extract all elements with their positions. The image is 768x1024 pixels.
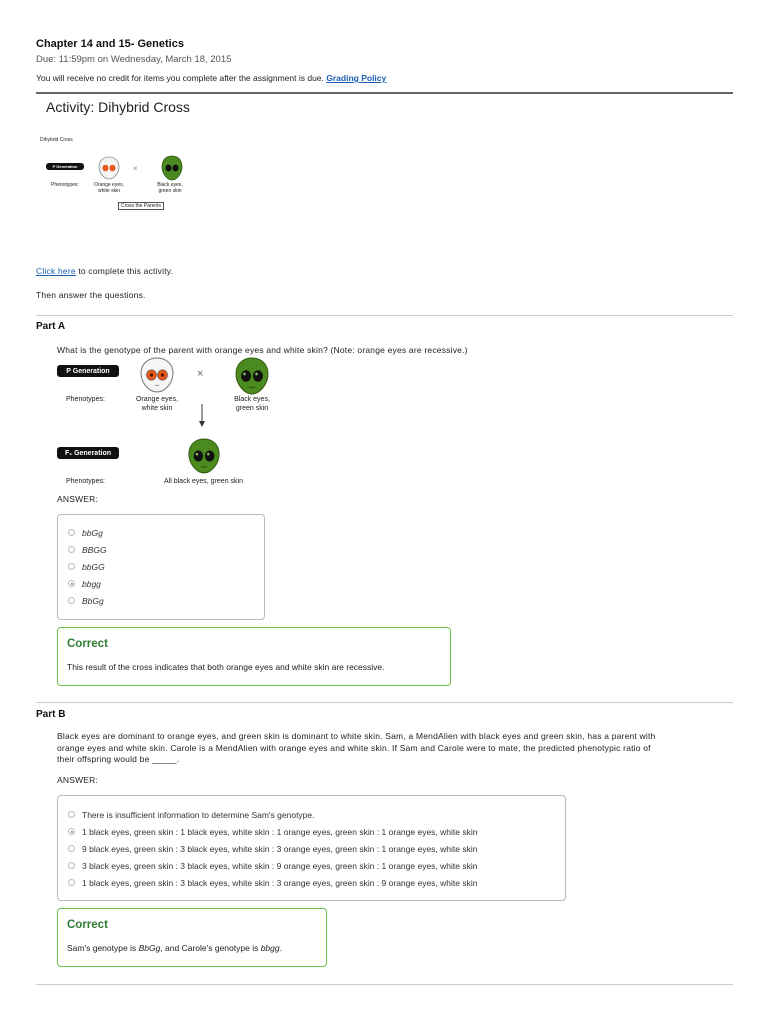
part-a-option[interactable] (68, 524, 107, 541)
radio-button[interactable] (68, 563, 75, 570)
part-b-answer-box (57, 795, 566, 901)
part-a-feedback-text: This result of the cross indicates that both orange eyes and white skin are recessive. (67, 662, 385, 672)
part-b-option-label: 1 black eyes, green skin : 3 black eyes, white skin : 3 orange eyes, green skin : 9 orange eyes, white skin (82, 877, 478, 888)
thumb-white-alien-icon (98, 156, 120, 180)
f1-generation-badge (57, 447, 119, 459)
click-here-line (36, 266, 173, 276)
thumb-phenotypes: Phenotypes: (51, 182, 79, 188)
part-b-option[interactable] (68, 840, 477, 857)
sam-genotype: BbGg (138, 943, 161, 953)
green-alien-caption (224, 395, 280, 413)
part-b-option-label: 1 black eyes, green skin : 1 black eyes, white skin : 1 orange eyes, green skin : 1 orange eyes, white skin (82, 826, 478, 837)
part-b-option[interactable] (68, 823, 477, 840)
part-b-heading: Part B (36, 709, 66, 720)
part-b-answer-label: ANSWER: (57, 775, 99, 785)
phenotypes-label-1: Phenotypes: (66, 396, 105, 403)
credit-text: You will receive no credit for items you complete after the assignment is due. (36, 73, 324, 83)
thumb-pgen-badge (46, 163, 84, 170)
part-b-question-line-1: Black eyes are dominant to orange eyes, and green skin is dominant to white skin. Sam, a MendAlien with black eyes and green skin, has a parent with (57, 731, 656, 741)
feedback-pre: Sam's genotype is (67, 943, 139, 953)
part-a-option[interactable] (68, 592, 107, 609)
radio-button[interactable] (68, 845, 75, 852)
part-a-option-label: bbGG (82, 561, 105, 572)
feedback-post: . (279, 943, 282, 953)
thumb-pgen-label: P Generation (52, 164, 78, 169)
part-a-figure (56, 356, 286, 491)
credit-notice (36, 73, 386, 83)
f1-generation-label: F₁ Generation (64, 449, 112, 457)
part-b-option[interactable] (68, 874, 477, 891)
part-a-option[interactable] (68, 575, 107, 592)
down-arrow-icon (197, 404, 207, 428)
part-a-answer-box (57, 514, 265, 620)
radio-button[interactable] (68, 879, 75, 886)
part-a-answer-label: ANSWER: (57, 494, 99, 504)
click-here-link[interactable]: Click here (36, 266, 76, 276)
part-b-option-label: 3 black eyes, green skin : 3 black eyes, white skin : 9 orange eyes, green skin : 1 orange eyes, white skin (82, 860, 478, 871)
part-a-option[interactable] (68, 558, 107, 575)
part-b-divider (36, 702, 733, 703)
f1-caption: All black eyes, green skin (164, 478, 243, 485)
radio-button[interactable] (68, 597, 75, 604)
due-date: Due: 11:59pm on Wednesday, March 18, 2015 (36, 54, 232, 65)
part-b-option-label: There is insufficient information to determine Sam's genotype. (82, 809, 315, 820)
thumb-right-cap: Black eyes, green skin (157, 182, 183, 194)
then-answer-text: Then answer the questions. (36, 290, 146, 300)
p-generation-label: P Generation (66, 367, 110, 375)
part-b-option[interactable] (68, 857, 477, 874)
white-alien-caption-2: white skin (141, 405, 173, 412)
feedback-mid: , and Carole's genotype is (160, 943, 261, 953)
activity-title: Activity: Dihybrid Cross (46, 99, 190, 115)
cross-symbol: × (197, 368, 204, 380)
green-alien-icon (234, 356, 270, 396)
header-divider (36, 92, 733, 94)
click-here-text: to complete this activity. (75, 266, 174, 276)
part-a-feedback-title: Correct (67, 638, 108, 650)
f1-green-alien-icon (187, 437, 221, 475)
thumb-left-cap: Orange eyes, white skin (93, 182, 125, 194)
white-alien-caption-1: Orange eyes, (135, 396, 179, 403)
part-a-options (68, 524, 107, 609)
white-alien-caption (129, 395, 185, 413)
part-b-question (57, 731, 737, 766)
part-a-option-label: bbgg (82, 578, 101, 589)
bottom-divider (36, 984, 733, 985)
white-alien-icon (139, 356, 175, 394)
thumb-cross-button[interactable]: Cross the Parents (118, 202, 164, 210)
green-alien-caption-1: Black eyes, (234, 396, 270, 403)
part-b-question-line-2: orange eyes and white skin. Carole is a MendAlien with orange eyes and white skin. If Sam and Carole were to mate, the predicted phenotypic ratio of (57, 742, 651, 753)
thumb-label: Dihybrid Cross (40, 137, 73, 143)
radio-button[interactable] (68, 529, 75, 536)
part-a-option-label: BBGG (82, 544, 107, 555)
part-a-option[interactable] (68, 541, 107, 558)
part-a-feedback (57, 627, 451, 686)
radio-button[interactable] (68, 546, 75, 553)
part-b-feedback-title: Correct (67, 919, 108, 931)
phenotypes-label-2: Phenotypes: (66, 478, 105, 485)
green-alien-caption-2: green skin (235, 405, 269, 412)
radio-button[interactable] (68, 862, 75, 869)
radio-button[interactable] (68, 580, 75, 587)
p-generation-badge (57, 365, 119, 377)
carole-genotype: bbgg (260, 943, 280, 953)
part-b-option[interactable] (68, 806, 477, 823)
thumb-cross: × (133, 164, 138, 173)
part-b-feedback (57, 908, 327, 967)
part-b-option-label: 9 black eyes, green skin : 3 black eyes, white skin : 3 orange eyes, green skin : 1 orange eyes, white skin (82, 843, 478, 854)
part-b-question-line-3: their offspring would be _____. (57, 754, 180, 764)
thumb-green-alien-icon (161, 155, 183, 181)
part-a-option-label: BbGg (82, 595, 104, 606)
part-a-question: What is the genotype of the parent with orange eyes and white skin? (Note: orange eyes are recessive.) (57, 345, 468, 355)
radio-button[interactable] (68, 811, 75, 818)
part-a-heading: Part A (36, 321, 66, 332)
activity-thumbnail[interactable] (38, 135, 198, 213)
part-a-divider (36, 315, 733, 316)
part-b-options (68, 806, 477, 891)
radio-button[interactable] (68, 828, 75, 835)
grading-policy-link[interactable]: Grading Policy (326, 73, 387, 83)
part-b-feedback-text (67, 943, 282, 953)
assignment-title: Chapter 14 and 15- Genetics (36, 38, 184, 50)
part-a-option-label: bbGg (82, 527, 103, 538)
